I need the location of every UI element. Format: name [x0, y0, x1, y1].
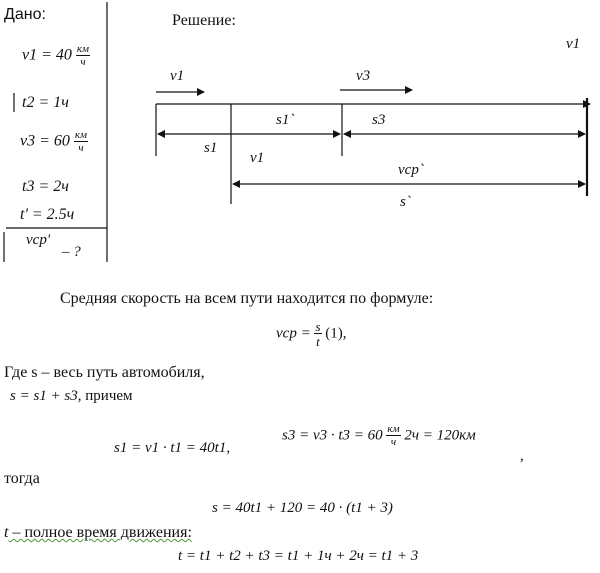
label-v1-mid: v1 — [250, 150, 265, 166]
given-t2: t2 = 1ч — [22, 94, 69, 111]
formula-4-unit: $\frac{км}{ч}$ — [387, 423, 400, 448]
label-v1-top-right: v1 — [566, 36, 581, 52]
given-title: Дано: — [4, 6, 46, 23]
formula-2: s = s1 + s3, причем — [10, 388, 133, 404]
solution-title: Решение: — [172, 12, 236, 29]
given-t3: t3 = 2ч — [22, 178, 69, 195]
formula-1: vср = $\frac{s}{t}$ (1), — [276, 319, 347, 349]
formula-6: t = t1 + t2 + t3 = t1 + 1ч + 2ч = t1 + 3 — [178, 548, 419, 564]
label-v3-arrow: v3 — [356, 68, 371, 84]
given-v3-unit: $\frac{км}{ч}$ — [74, 129, 88, 154]
given-vcp: vср' — [26, 232, 51, 248]
formula-1-fraction: $\frac{s}{t}$ — [315, 319, 321, 349]
motion-diagram — [0, 0, 600, 270]
given-tprime: t' = 2.5ч — [20, 206, 75, 223]
formula-3: s1 = v1 · t1 = 40t1, — [114, 440, 231, 456]
text-line-4: t – полное время движения: — [4, 524, 192, 541]
text-line-1: Средняя скорость на всем пути находится по формуле: — [60, 290, 434, 307]
given-v1: v1 = 40 $\frac{км}{ч}$ — [22, 43, 90, 68]
given-v3: v3 = 60 $\frac{км}{ч}$ — [20, 129, 88, 154]
label-s1: s1 — [204, 140, 218, 156]
formula-4: s3 = v3 · t3 = 60 $\frac{км}{ч}$ 2ч = 120км — [282, 423, 476, 448]
label-v1-arrow: v1 — [170, 68, 185, 84]
label-s3: s3 — [372, 112, 386, 128]
label-vcp-prime: vср` — [398, 162, 424, 178]
label-sprime: s` — [400, 194, 411, 210]
label-s1prime: s1` — [276, 112, 295, 128]
text-line-3: тогда — [4, 470, 40, 487]
formula-4-tail: , — [520, 448, 524, 464]
given-unknown: – ? — [62, 244, 81, 260]
given-v1-unit: $\frac{км}{ч}$ — [76, 43, 90, 68]
formula-5: s = 40t1 + 120 = 40 · (t1 + 3) — [212, 500, 393, 516]
text-line-2: Где s – весь путь автомобиля, — [4, 364, 205, 381]
